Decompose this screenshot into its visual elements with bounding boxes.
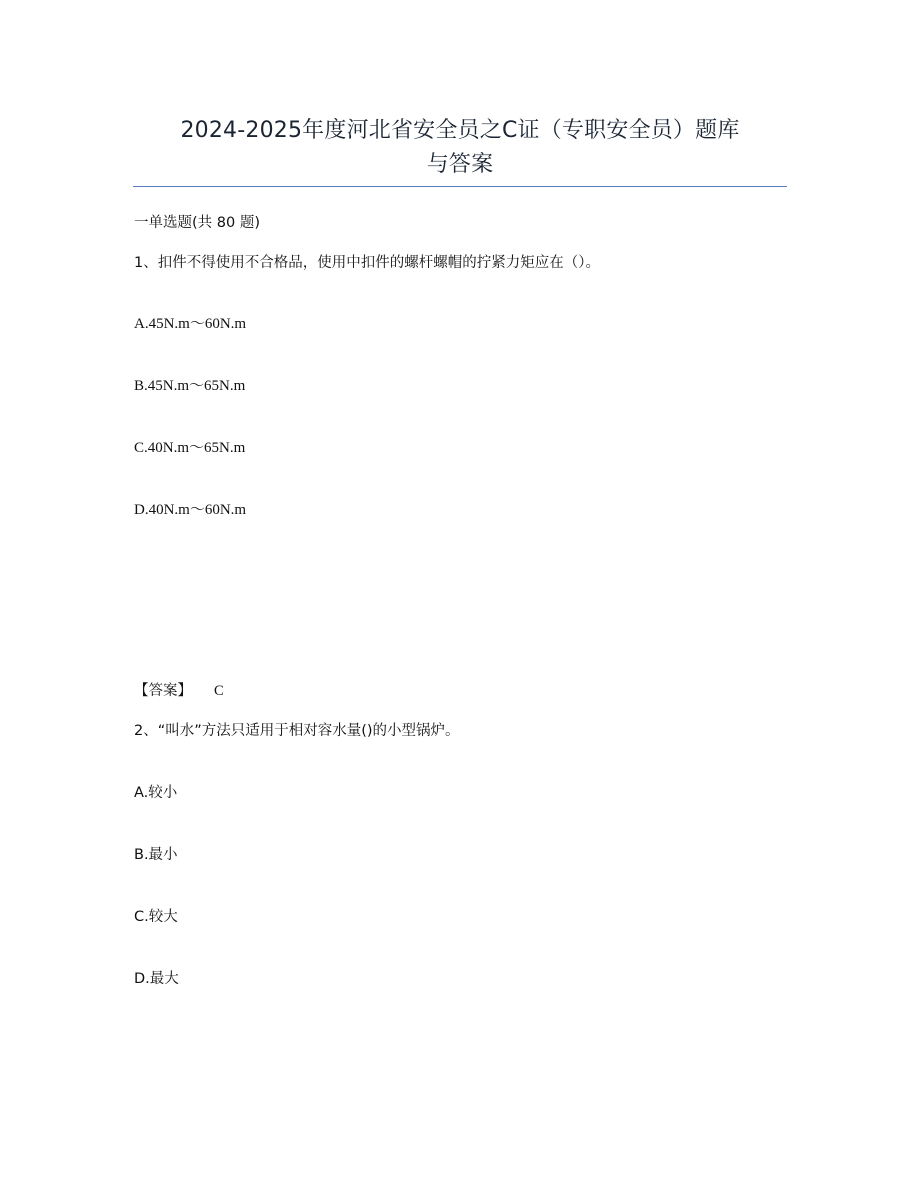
question-1-option-d: D.40N.m～60N.m [134, 502, 247, 518]
title-line-2: 与答案 [426, 152, 494, 177]
question-2-option-c: C.较大 [134, 909, 178, 925]
question-1-stem: 1、扣件不得使用不合格品，使用中扣件的螺杆螺帽的拧紧力矩应在（）。 [134, 255, 600, 271]
question-1-option-c: C.40N.m～65N.m [134, 440, 246, 456]
section-heading: 一单选题(共 80 题) [134, 215, 260, 231]
question-1-option-a: A.45N.m～60N.m [134, 316, 247, 332]
question-2-stem: 2、“叫水”方法只适用于相对容水量()的小型锅炉。 [134, 723, 460, 739]
answer-label: 【答案】 [134, 683, 192, 699]
question-2-option-a: A.较小 [134, 785, 178, 801]
question-2-option-b: B.最小 [134, 847, 178, 863]
title-underline [133, 186, 787, 187]
document-title [133, 114, 787, 182]
question-2-option-d: D.最大 [134, 971, 179, 987]
question-1-option-b: B.45N.m～65N.m [134, 378, 246, 394]
title-line-1: 2024-2025年度河北省安全员之C证（专职安全员）题库 [180, 118, 740, 143]
answer-value: C [214, 683, 224, 699]
question-1-answer [134, 681, 224, 701]
